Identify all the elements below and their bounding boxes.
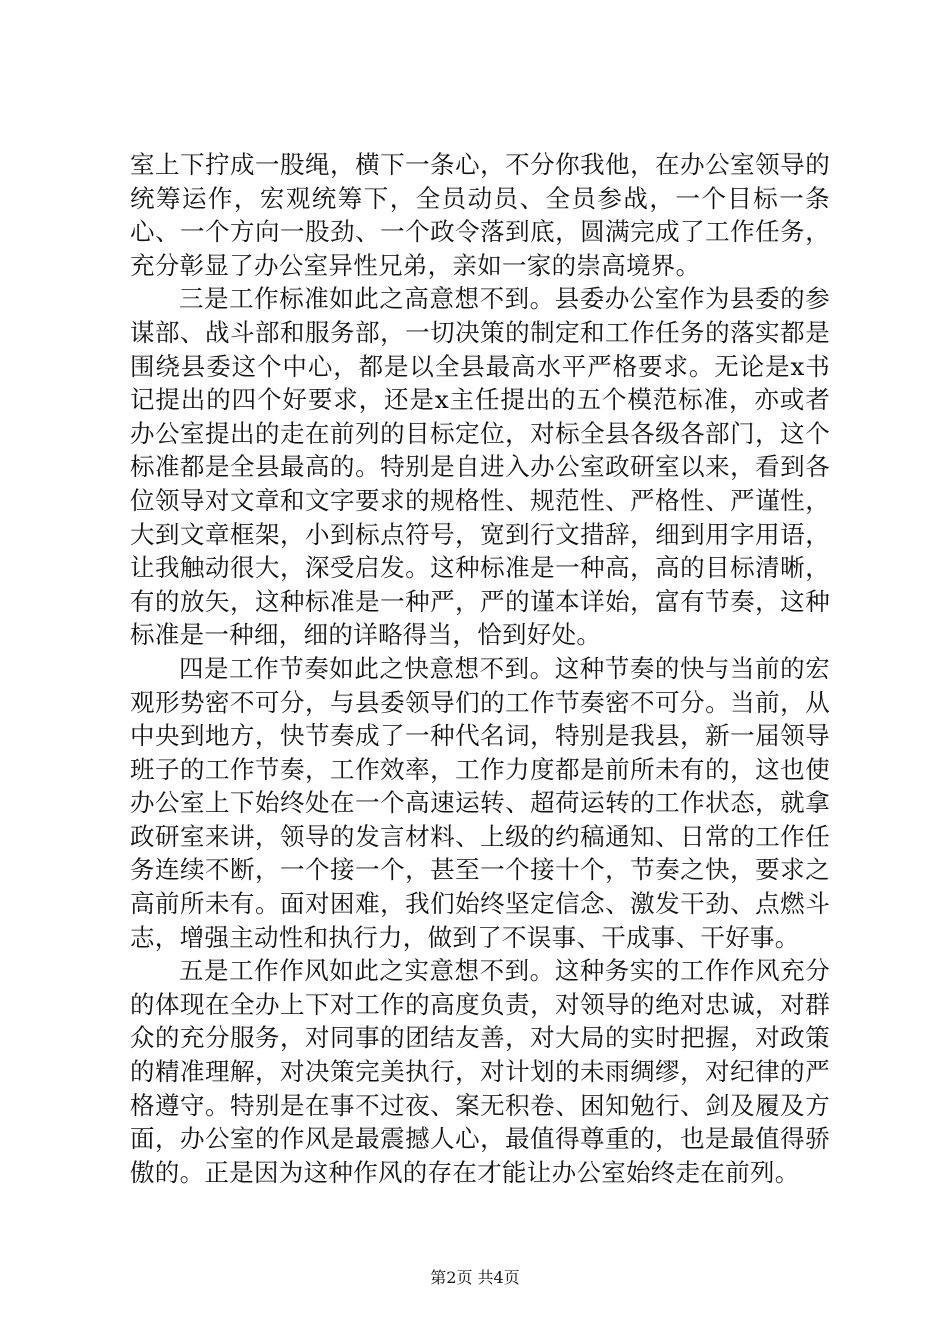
body-text [130, 148, 830, 1189]
paragraph-continued: 室上下拧成一股绳，横下一条心，不分你我他，在办公室领导的统筹运作，宏观统筹下，全员动员、全员参战，一个目标一条心、一个方向一股劲、一个政令落到底，圆满完成了工作任务，充分彰显了办公室异性兄弟，亲如一家的崇高境界。 [130, 150, 830, 280]
page-footer: 第2页 共4页 [430, 1268, 520, 1287]
paragraph-work-pace: 四是工作节奏如此之快意想不到。这种节奏的快与当前的宏观形势密不可分，与县委领导们的工作节奏密不可分。当前，从中央到地方，快节奏成了一种代名词，特别是我县，新一届领导班子的工作节奏，工作效率，工作力度都是前所未有的，这也使办公室上下始终处在一个高速运转、超荷运转的工作状态，就拿政研室来讲，领导的发言材料、上级的约稿通知、日常的工作任务连续不断，一个接一个，甚至一个接十个，节奏之快，要求之高前所未有。面对困难，我们始终坚定信念、激发干劲、点燃斗志，增强主动性和执行力，做到了不误事、干成事、干好事。 [130, 653, 830, 952]
paragraph-work-standard: 三是工作标准如此之高意想不到。县委办公室作为县委的参谋部、战斗部和服务部，一切决策的制定和工作任务的落实都是围绕县委这个中心，都是以全县最高水平严格要求。无论是x书记提出的四个好要求，还是x主任提出的五个模范标准，亦或者办公室提出的走在前列的目标定位，对标全县各级各部门，这个标准都是全县最高的。特别是自进入办公室政研室以来，看到各位领导对文章和文字要求的规格性、规范性、严格性、严谨性，大到文章框架，小到标点符号，宽到行文措辞，细到用字用语，让我触动很大，深受启发。这种标准是一种高，高的目标清晰，有的放矢，这种标准是一种严，严的谨本详始，富有节奏，这种标准是一种细，细的详略得当，恰到好处。 [130, 284, 830, 650]
paragraph-work-style: 五是工作作风如此之实意想不到。这种务实的工作作风充分的体现在全办上下对工作的高度负责，对领导的绝对忠诚，对群众的充分服务，对同事的团结友善，对大局的实时把握，对政策的精准理解，对决策完美执行，对计划的未雨绸缪，对纪律的严格遵守。特别是在事不过夜、案无积卷、困知勉行、剑及履及方面，办公室的作风是最震撼人心，最值得尊重的，也是最值得骄傲的。正是因为这种作风的存在才能让办公室始终走在前列。 [130, 956, 830, 1187]
